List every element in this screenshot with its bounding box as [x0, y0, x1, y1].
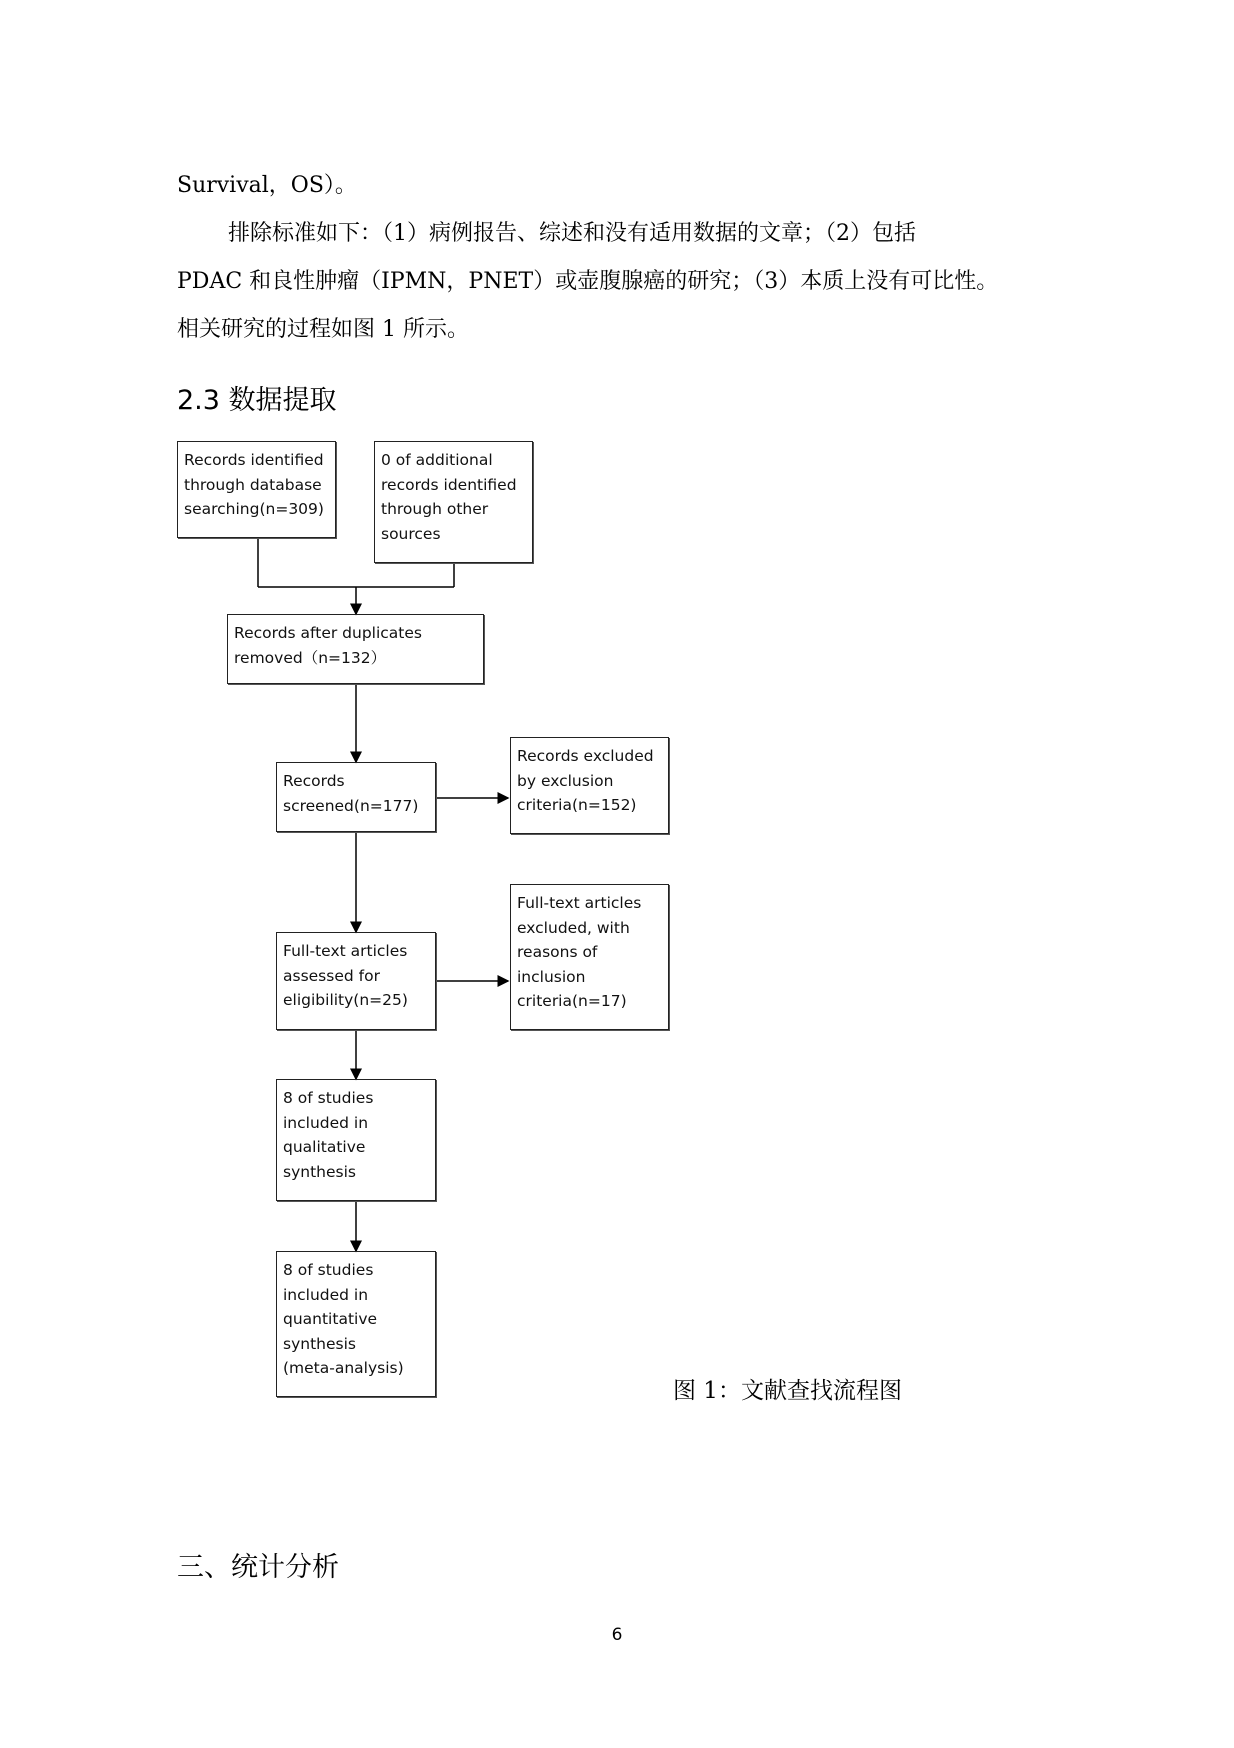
body-text-line-3: PDAC 和良性肿瘤（IPMN，PNET）或壶腹腺癌的研究；（3）本质上没有可比性。	[177, 269, 999, 294]
section-heading-statistics: 三、统计分析	[177, 1552, 339, 1583]
box-records-screened: Records screened(n=177)	[276, 762, 436, 832]
body-text-line-2: 排除标准如下：（1）病例报告、综述和没有适用数据的文章；（2）包括	[228, 221, 916, 246]
box-quantitative-synthesis: 8 of studies included in quantitative synthesis (meta-analysis)	[276, 1251, 436, 1397]
figure-caption: 图 1：文献查找流程图	[673, 1378, 902, 1404]
box-database-records: Records identified through database searching(n=309)	[177, 441, 336, 538]
box-qualitative-synthesis: 8 of studies included in qualitative synthesis	[276, 1079, 436, 1201]
box-additional-records: 0 of additional records identified through other sources	[374, 441, 533, 563]
section-heading-data-extraction: 2.3 数据提取	[177, 385, 337, 416]
body-text-line-1: Survival，OS）。	[177, 173, 357, 198]
box-after-duplicates: Records after duplicates removed（n=132）	[227, 614, 484, 684]
box-fulltext-excluded: Full-text articles excluded, with reasons of inclusion criteria(n=17)	[510, 884, 669, 1030]
body-text-line-4: 相关研究的过程如图 1 所示。	[177, 317, 469, 342]
box-records-excluded: Records excluded by exclusion criteria(n=152)	[510, 737, 669, 834]
box-fulltext-assessed: Full-text articles assessed for eligibility(n=25)	[276, 932, 436, 1030]
page-number: 6	[611, 1625, 623, 1645]
